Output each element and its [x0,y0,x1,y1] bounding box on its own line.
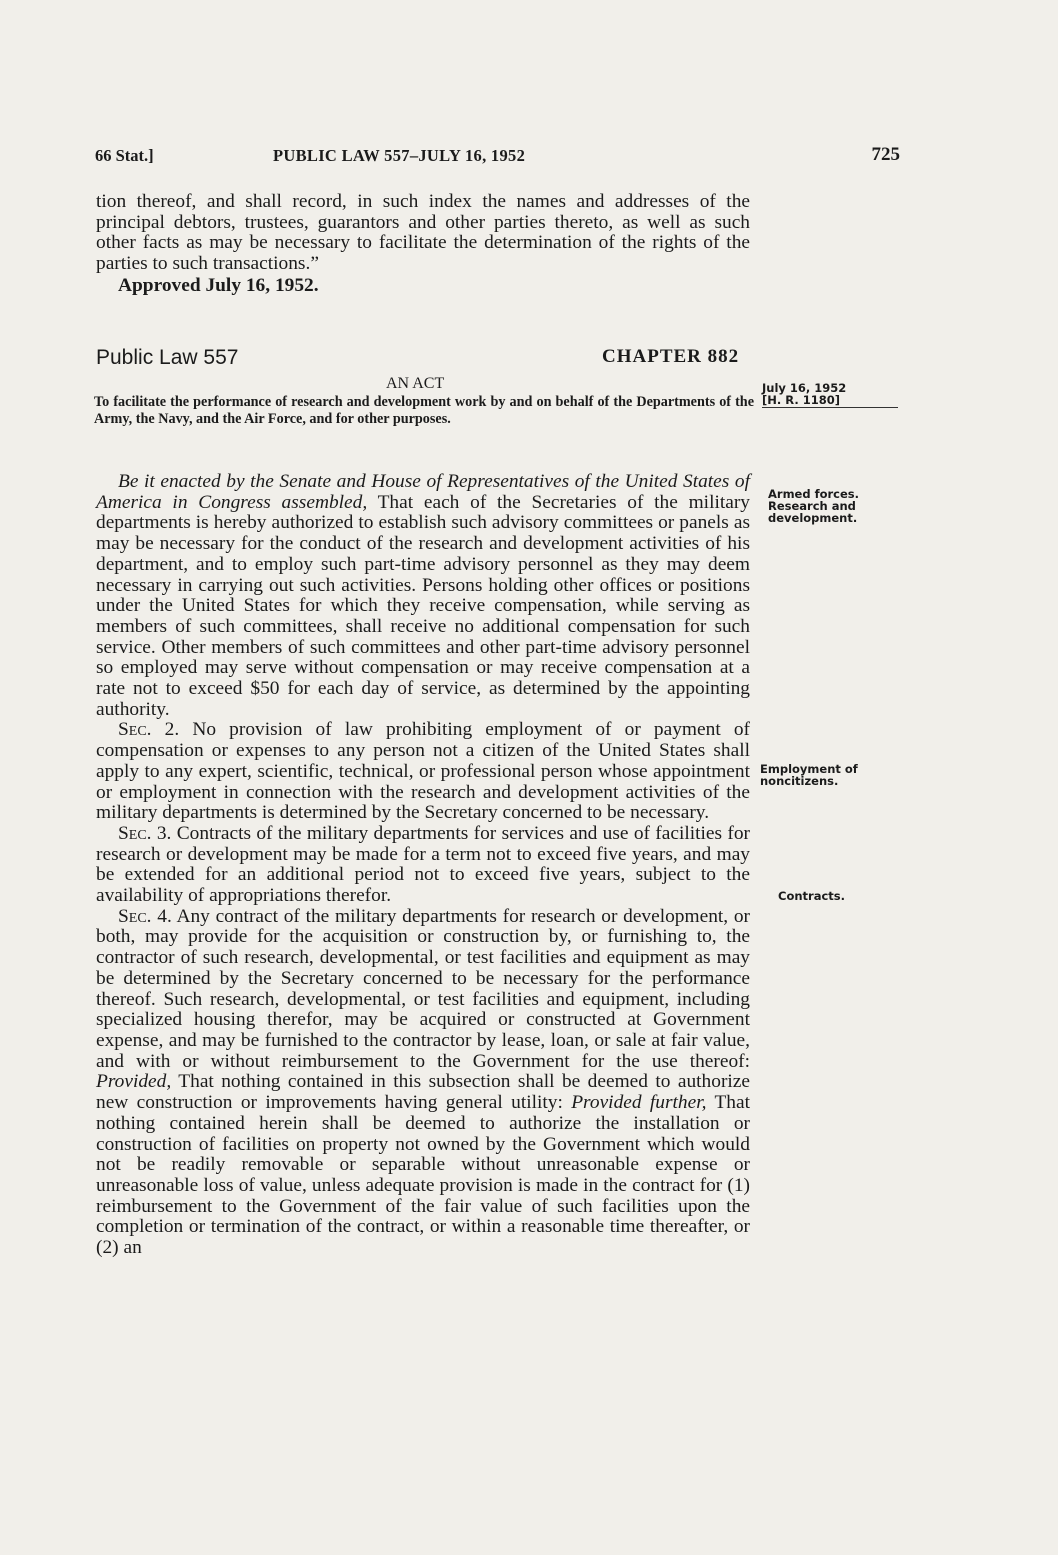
page-number: 725 [871,144,900,165]
section-3-text: Contracts of the military departments for services and use of facilities for research or development may be made for a term not to exceed five years, and may be extended for an additional period not to exceed five years, subject to the availability of appropriations therefor. [96,822,750,907]
section-1-text: That each of the Secretaries of the military departments is hereby authorized to establish such advisory committees or panels as may be necessary for the conduct of the research and development activities of his department, and to employ such part-time advisory personnel as they may deem necessary in carrying out such activities. Persons holding other offices or positions under the United States for which they receive compensation, while serving as members of such committees, shall receive no additional compensation for such service. Other members of such committees and other part-time advisory personnel so employed may serve without compensation or may receive compensation at a rate not to exceed $50 for each day of service, as determined by the appointing authority. [96,491,750,720]
chapter-heading: CHAPTER 882 [602,346,740,367]
continuation-paragraph [96,192,750,275]
running-head [95,146,900,170]
section-4-label: Sec. 4. [118,905,172,927]
section-4-text-c: That nothing contained herein shall be deemed to authorize the installation or construction of facilities on property not owned by the Government which would not be readily removable or separable without unreasonable expense or unreasonable loss of value, unless adequate provision is made in the contract for (1) reimbursement to the Government of the fair value of such facilities upon the completion or termination of the contract, or within a reasonable time thereafter, or (2) an [96,1092,750,1259]
proviso-1: Provided, [96,1071,172,1093]
margin-note-contracts: Contracts. [778,889,845,903]
bill-number: [H. R. 1180] [762,393,840,407]
section-4 [96,907,750,1259]
approval-date: Approved July 16, 1952. [118,275,319,296]
act-body [96,472,750,1259]
divider [762,407,898,408]
section-1 [96,472,750,720]
section-3 [96,824,750,907]
section-2-text: No provision of law prohibiting employment of or payment of compensation or expenses to any person not a citizen of the United States shall apply to any expert, scientific, technical, or professional person whose appointment or employment in connection with the research and development activities of the military departments is determined by the Secretary concerned to be necessary. [96,719,750,824]
margin-note-employment: Employment of noncitizens. [760,762,858,788]
an-act-heading: AN ACT [386,375,445,392]
running-title: PUBLIC LAW 557–JULY 16, 1952 [273,146,526,165]
proviso-2: Provided further, [571,1092,707,1114]
section-2-label: Sec. 2. [118,719,180,741]
section-4-text-b: That nothing contained in this subsection shall be deemed to authorize new construction or improvements having general utility: [96,1071,750,1114]
margin-note-date [762,382,898,406]
continuation-text: tion thereof, and shall record, in such index the names and addresses of the principal debtors, trustees, guarantors and other parties thereto, as well as such other facts as may be necessary to facilitate the determination of the rights of the parties to such transactions.” [96,191,750,275]
section-2 [96,720,750,824]
public-law-title: Public Law 557 [96,346,239,369]
statute-volume: 66 Stat.] [95,146,154,165]
margin-note-armed-forces: Armed forces. Research and development. [768,487,859,525]
section-4-text-a: Any contract of the military departments for research or development, or both, may provide for the acquisition or construction by, or furnishing to, the contractor of such research, developmental, or test facilities and equipment as may be determined by the Secretary concerned to be necessary for the performance thereof. Such research, developmental, or test facilities and equipment, including specialized housing therefor, may be acquired or constructed at Government expense, and may be furnished to the contractor by lease, loan, or sale at fair value, and with or without reimbursement to the Government for the use thereof: [96,905,750,1072]
enactment-date: July 16, 1952 [762,381,847,395]
section-3-label: Sec. 3. [118,822,172,844]
act-purpose: To facilitate the performance of research and development work by and on behalf of the Departments of the Army, the Navy, and the Air Force, and for other purposes. [94,394,754,427]
enacting-clause: Be it enacted by the Senate and House of Representatives of the United States of America in Congress assembled, [96,471,750,513]
